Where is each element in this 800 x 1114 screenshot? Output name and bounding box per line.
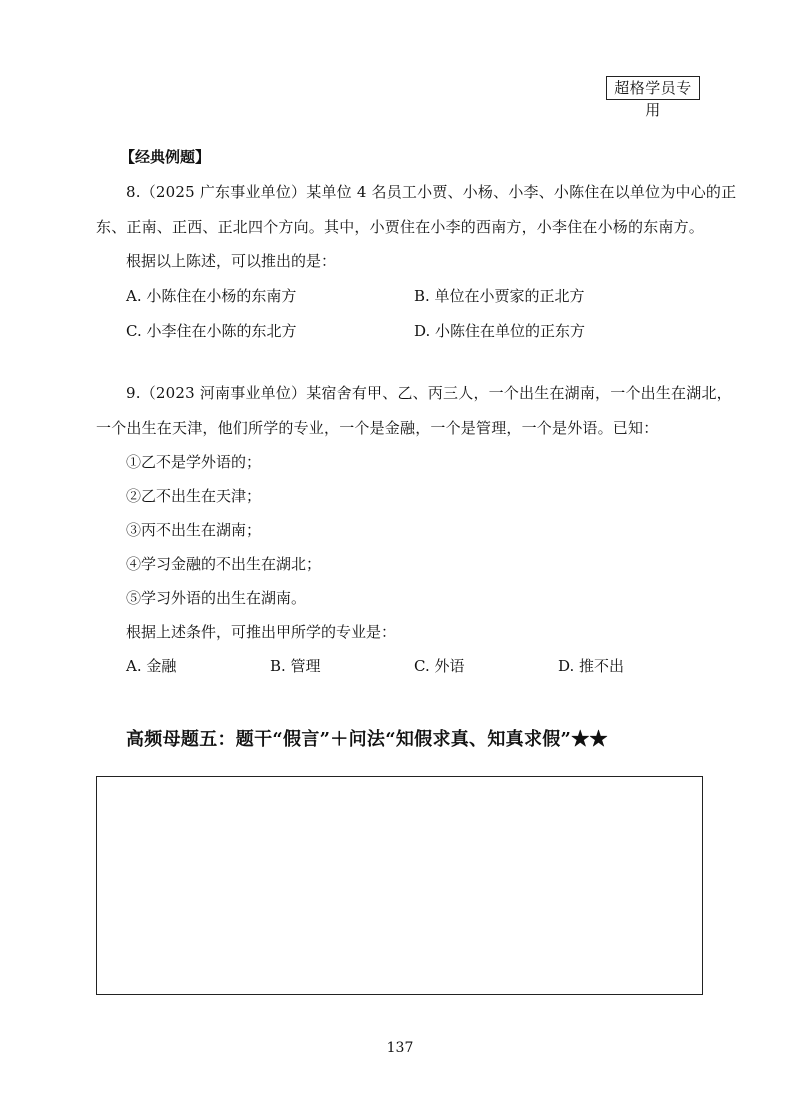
question-9-options-row xyxy=(126,656,646,676)
question-9-condition-5: ⑤学习外语的出生在湖南。 xyxy=(126,589,307,607)
question-9-option-d: D. 推不出 xyxy=(558,657,625,675)
high-frequency-title: 高频母题五：题干“假言”＋问法“知假求真、知真求假”★★ xyxy=(126,729,608,750)
question-9-option-b: B. 管理 xyxy=(270,657,321,675)
question-8-prompt: 根据以上陈述，可以推出的是： xyxy=(126,252,337,270)
question-8-options-row-2 xyxy=(126,321,646,341)
section-label: 【经典例题】 xyxy=(120,148,211,166)
question-8-option-c: C. 小李住在小陈的东北方 xyxy=(126,322,297,340)
question-8-option-b: B. 单位在小贾家的正北方 xyxy=(414,287,585,305)
notes-box xyxy=(96,776,703,995)
question-9-condition-4: ④学习金融的不出生在湖北； xyxy=(126,555,322,573)
question-8-options-row-1 xyxy=(126,286,646,306)
question-9-prompt: 根据上述条件，可推出甲所学的专业是： xyxy=(126,623,397,641)
question-8-line-1: 8.（2025 广东事业单位）某单位 4 名员工小贾、小杨、小李、小陈住在以单位为中心的正 xyxy=(126,183,737,201)
question-9-line-2: 一个出生在天津，他们所学的专业，一个是金融，一个是管理，一个是外语。已知： xyxy=(96,419,659,437)
question-9-option-a: A. 金融 xyxy=(126,657,177,675)
question-9-condition-2: ②乙不出生在天津； xyxy=(126,487,262,505)
student-only-badge: 超格学员专用 xyxy=(606,76,700,100)
question-8-option-d: D. 小陈住在单位的正东方 xyxy=(414,322,586,340)
page-number: 137 xyxy=(386,1040,414,1056)
question-8-line-2: 东、正南、正西、正北四个方向。其中，小贾住在小李的西南方，小李住在小杨的东南方。 xyxy=(96,218,705,236)
question-9-condition-1: ①乙不是学外语的； xyxy=(126,453,262,471)
question-9-option-c: C. 外语 xyxy=(414,657,465,675)
question-8-option-a: A. 小陈住在小杨的东南方 xyxy=(126,287,297,305)
question-9-line-1: 9.（2023 河南事业单位）某宿舍有甲、乙、丙三人，一个出生在湖南，一个出生在湖北， xyxy=(126,384,732,402)
question-9-condition-3: ③丙不出生在湖南； xyxy=(126,521,262,539)
